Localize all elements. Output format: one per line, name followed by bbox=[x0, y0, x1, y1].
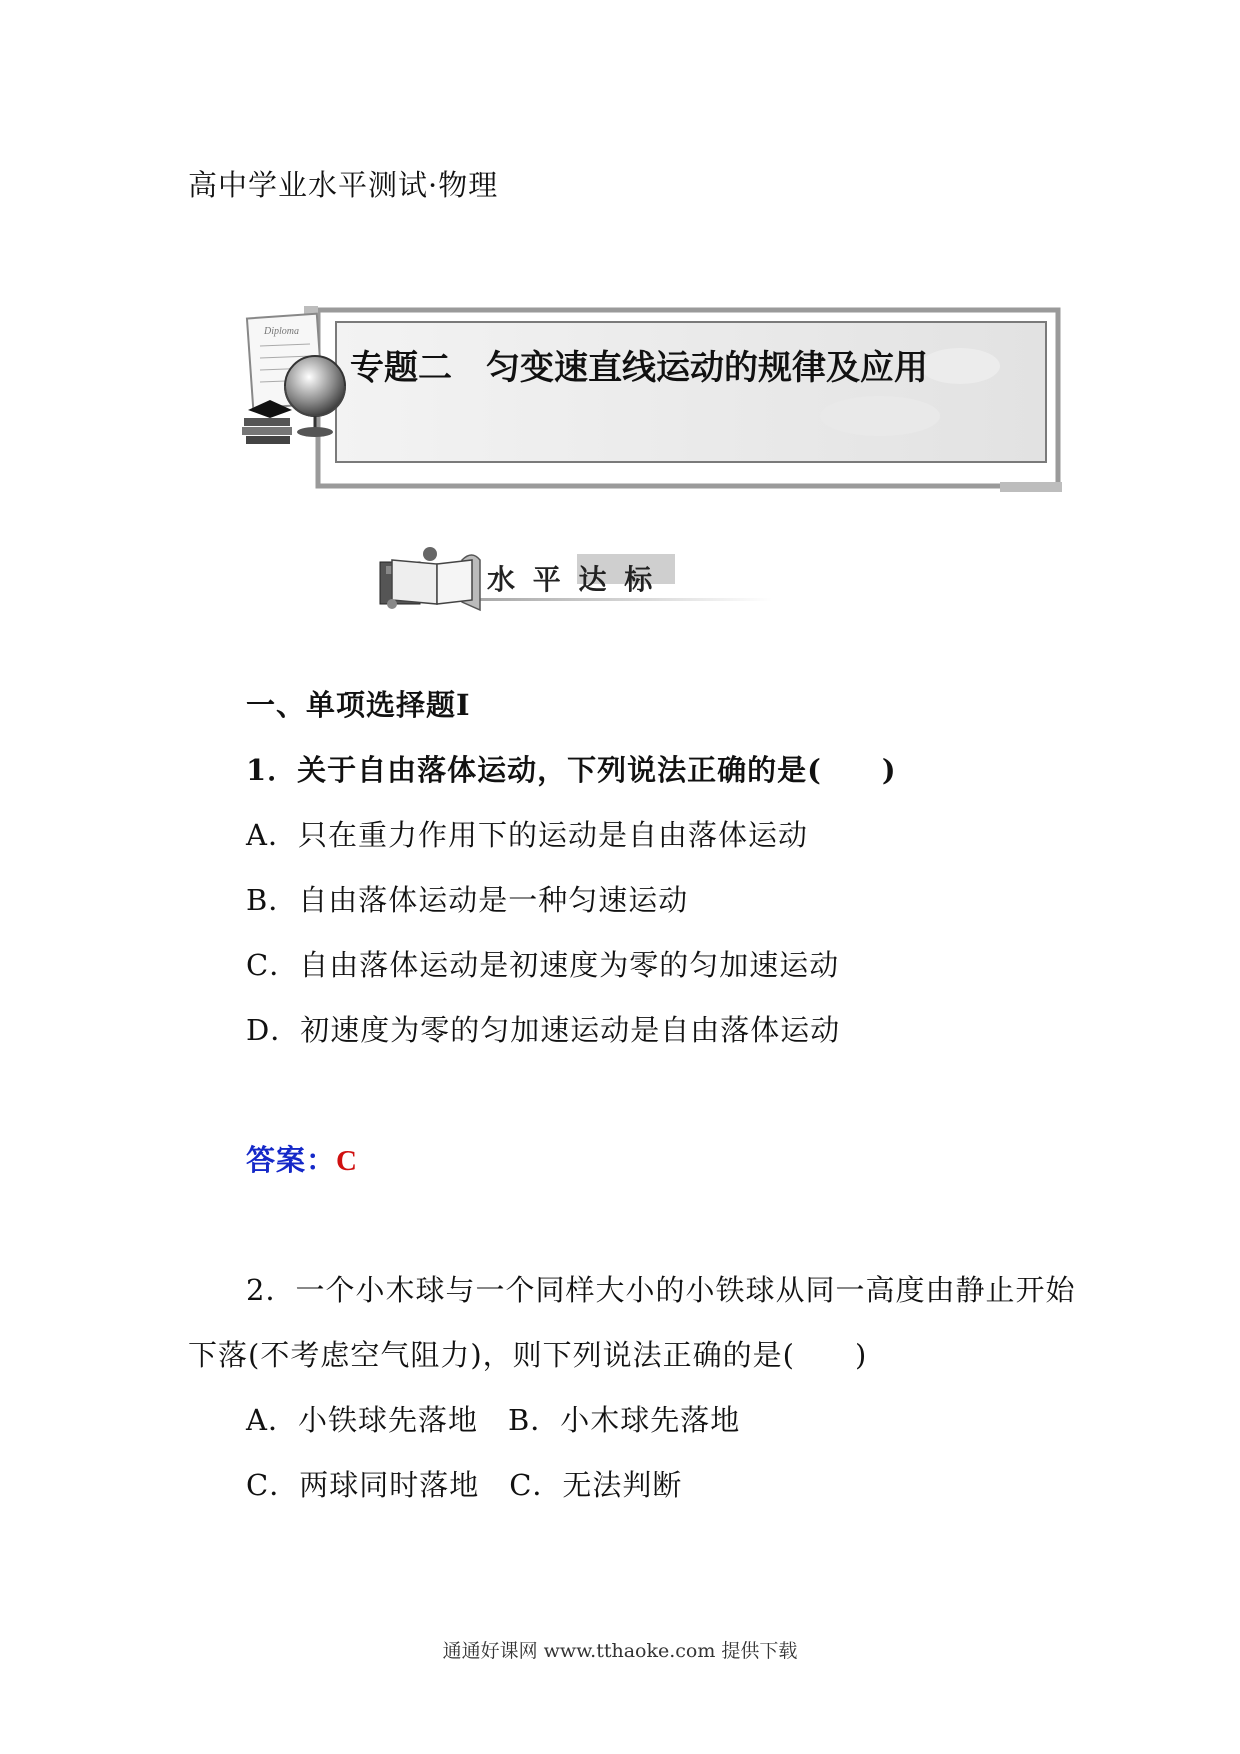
answer-value: C bbox=[336, 1145, 358, 1177]
section-badge bbox=[372, 540, 792, 620]
section-heading: 一、单项选择题Ⅰ bbox=[246, 688, 471, 722]
q2-options-row2: C．两球同时落地 C．无法判断 bbox=[246, 1468, 683, 1502]
banner-frame bbox=[240, 306, 1070, 496]
page-footer: 通通好课网 www.tthaoke.com 提供下载 bbox=[442, 1640, 798, 1662]
section-badge-label: 水 平 达 标 bbox=[487, 563, 657, 596]
chapter-banner bbox=[240, 306, 1070, 496]
page-header: 高中学业水平测试·物理 bbox=[188, 168, 499, 202]
q2-stem-line1: 2．一个小木球与一个同样大小的小铁球从同一高度由静止开始 bbox=[246, 1273, 1076, 1307]
q1-option-a: A．只在重力作用下的运动是自由落体运动 bbox=[246, 818, 808, 852]
q2-stem-line2: 下落(不考虑空气阻力)，则下列说法正确的是( ) bbox=[188, 1338, 868, 1372]
books-cap-icon bbox=[242, 400, 292, 444]
q1-answer bbox=[246, 1138, 358, 1179]
q1-option-b: B．自由落体运动是一种匀速运动 bbox=[246, 883, 689, 917]
diploma-text: Diploma bbox=[264, 326, 299, 337]
q2-options-row1: A．小铁球先落地 B．小木球先落地 bbox=[246, 1403, 741, 1437]
answer-label: 答案： bbox=[246, 1143, 337, 1177]
q1-option-d: D．初速度为零的匀加速运动是自由落体运动 bbox=[246, 1013, 841, 1047]
q1-stem: 1．关于自由落体运动，下列说法正确的是( ) bbox=[246, 753, 897, 787]
q1-option-c: C．自由落体运动是初速度为零的匀加速运动 bbox=[246, 948, 840, 982]
chapter-title: 专题二 匀变速直线运动的规律及应用 bbox=[350, 348, 928, 388]
